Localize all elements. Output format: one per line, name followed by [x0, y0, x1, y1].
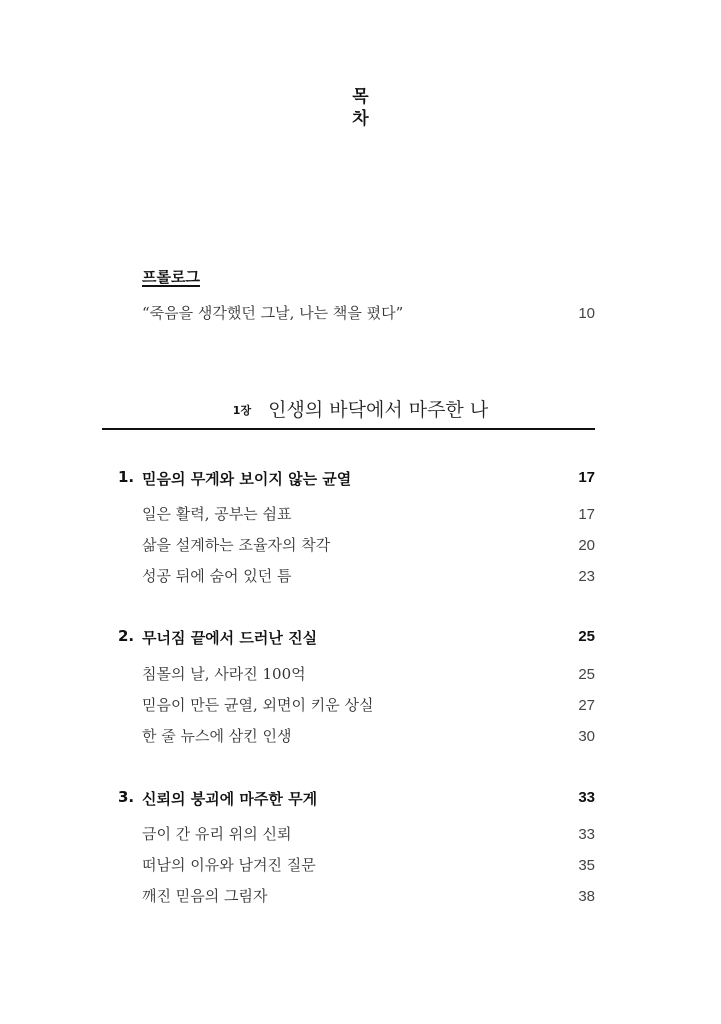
toc-section-2[interactable] [118, 627, 595, 648]
section-title: 무너짐 끝에서 드러난 진실 [142, 629, 318, 647]
chapter-heading [0, 395, 721, 422]
chapter-divider [102, 428, 595, 430]
page-title [0, 86, 721, 130]
toc-entry[interactable] [142, 823, 595, 844]
toc-entry-title: 성공 뒤에 숨어 있던 틈 [142, 567, 292, 585]
section-number: 1. [118, 468, 135, 486]
toc-entry-title: 떠남의 이유와 남겨진 질문 [142, 856, 316, 874]
toc-entry[interactable] [142, 885, 595, 906]
toc-entry-title: 금이 간 유리 위의 신뢰 [142, 825, 292, 843]
section-title: 신뢰의 붕괴에 마주한 무게 [142, 790, 318, 808]
toc-entry-page: 25 [578, 666, 595, 683]
toc-entry-page: 38 [578, 888, 595, 905]
toc-section-1[interactable] [118, 468, 595, 489]
toc-entry-title: 깨진 믿음의 그림자 [142, 887, 268, 905]
toc-entry-page: 10 [578, 305, 595, 322]
toc-entry-page: 33 [578, 826, 595, 843]
section-number: 3. [118, 788, 135, 806]
section-page: 33 [578, 789, 595, 806]
prologue-heading: 프롤로그 [142, 268, 200, 286]
toc-entry-title: 믿음이 만든 균열, 외면이 키운 상실 [142, 696, 374, 714]
toc-entry-page: 30 [578, 728, 595, 745]
toc-entry-page: 17 [578, 506, 595, 523]
toc-entry[interactable] [142, 854, 595, 875]
section-title: 믿음의 무게와 보이지 않는 균열 [142, 470, 352, 488]
chapter-number: 1장 [232, 404, 252, 417]
toc-entry-page: 23 [578, 568, 595, 585]
chapter-title: 인생의 바닥에서 마주한 나 [268, 399, 489, 421]
page-title-line-2: 차 [352, 109, 369, 129]
toc-entry-title: “죽음을 생각했던 그날, 나는 책을 폈다” [142, 304, 404, 322]
section-number: 2. [118, 627, 135, 645]
page-title-line-1: 목 [352, 87, 369, 107]
toc-entry-title: 한 줄 뉴스에 삼킨 인생 [142, 727, 292, 745]
toc-entry-prologue[interactable] [142, 302, 595, 323]
toc-entry[interactable] [142, 503, 595, 524]
toc-entry[interactable] [142, 565, 595, 586]
toc-entry[interactable] [142, 663, 595, 684]
toc-section-3[interactable] [118, 788, 595, 809]
toc-entry-title: 삶을 설계하는 조율자의 착각 [142, 536, 331, 554]
toc-entry-title: 침몰의 날, 사라진 100억 [142, 665, 306, 683]
section-page: 25 [578, 628, 595, 645]
toc-entry[interactable] [142, 725, 595, 746]
toc-entry-page: 20 [578, 537, 595, 554]
toc-entry[interactable] [142, 534, 595, 555]
section-page: 17 [578, 469, 595, 486]
toc-entry-page: 35 [578, 857, 595, 874]
toc-entry[interactable] [142, 694, 595, 715]
toc-entry-page: 27 [578, 697, 595, 714]
toc-entry-title: 일은 활력, 공부는 쉼표 [142, 505, 292, 523]
